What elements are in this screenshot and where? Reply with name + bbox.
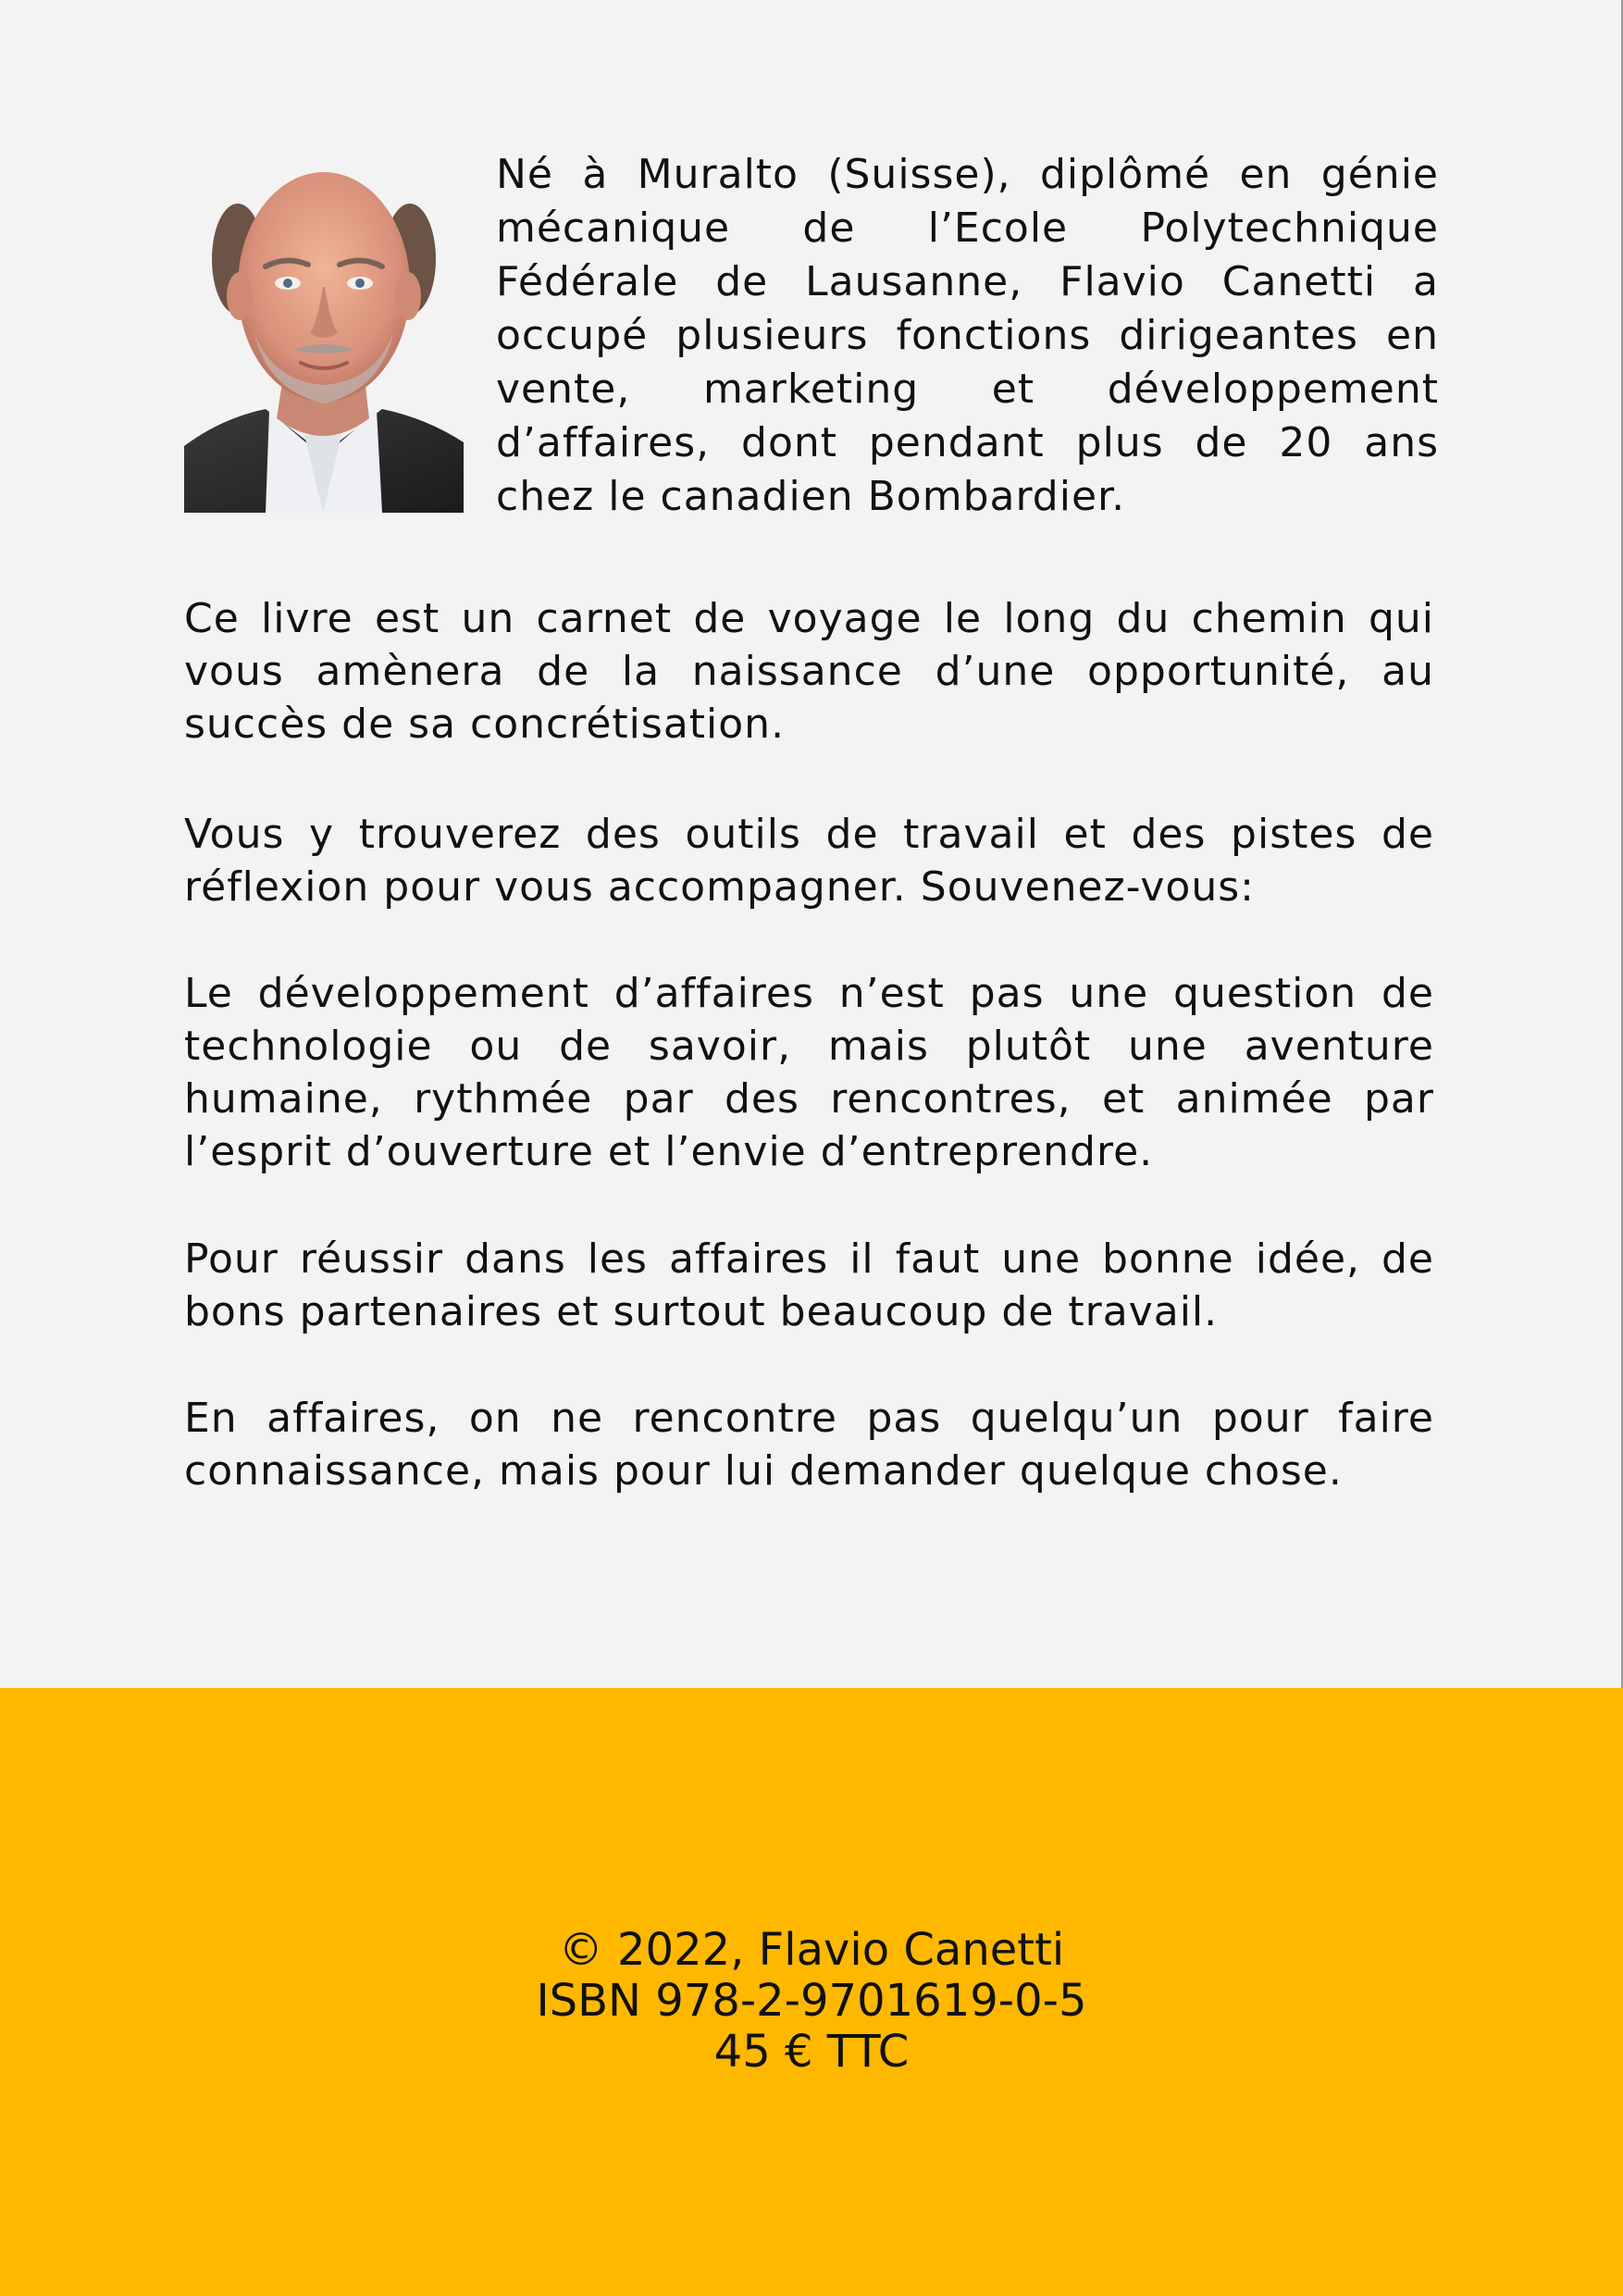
description-paragraph: Ce livre est un carnet de voyage le long du chemin qui vous amènera de la naissance d’une opportunité, au succès de sa concrétisation. (184, 595, 1434, 748)
quote-paragraph: Pour réussir dans les affaires il faut une bonne idée, de bons partenaires et surtout beaucoup de travail. (184, 1235, 1434, 1335)
isbn-line: ISBN 978-2-9701619-0-5 (536, 1975, 1087, 2027)
author-section (184, 148, 1439, 518)
author-portrait (184, 148, 464, 513)
quote-paragraph: Le développement d’affaires n’est pas une question de technologie ou de savoir, mais plutôt une aventure humaine, rythmée par des rencontres, et animée par l’esprit d’ouverture et l’envie d’entreprendre. (184, 970, 1434, 1175)
quote-paragraph: En affaires, on ne rencontre pas quelqu’un pour faire connaissance, mais pour lui demander quelque chose. (184, 1395, 1434, 1495)
price-line: 45 € TTC (713, 2026, 910, 2078)
description-paragraph: Vous y trouverez des outils de travail et des pistes de réflexion pour vous accompagner. Souvenez-vous: (184, 811, 1434, 911)
imprint-block (0, 1925, 1623, 2078)
author-bio: Né à Muralto (Suisse), diplômé en génie mécanique de l’Ecole Polytechnique Fédérale de Lausanne, Flavio Canetti a occupé plusieurs fonctions dirigeantes en vente, marketing et développement d’affaires, dont pendant plus de 20 ans chez le canadien Bombardier. (496, 151, 1439, 520)
copyright-line: © 2022, Flavio Canetti (558, 1924, 1065, 1976)
